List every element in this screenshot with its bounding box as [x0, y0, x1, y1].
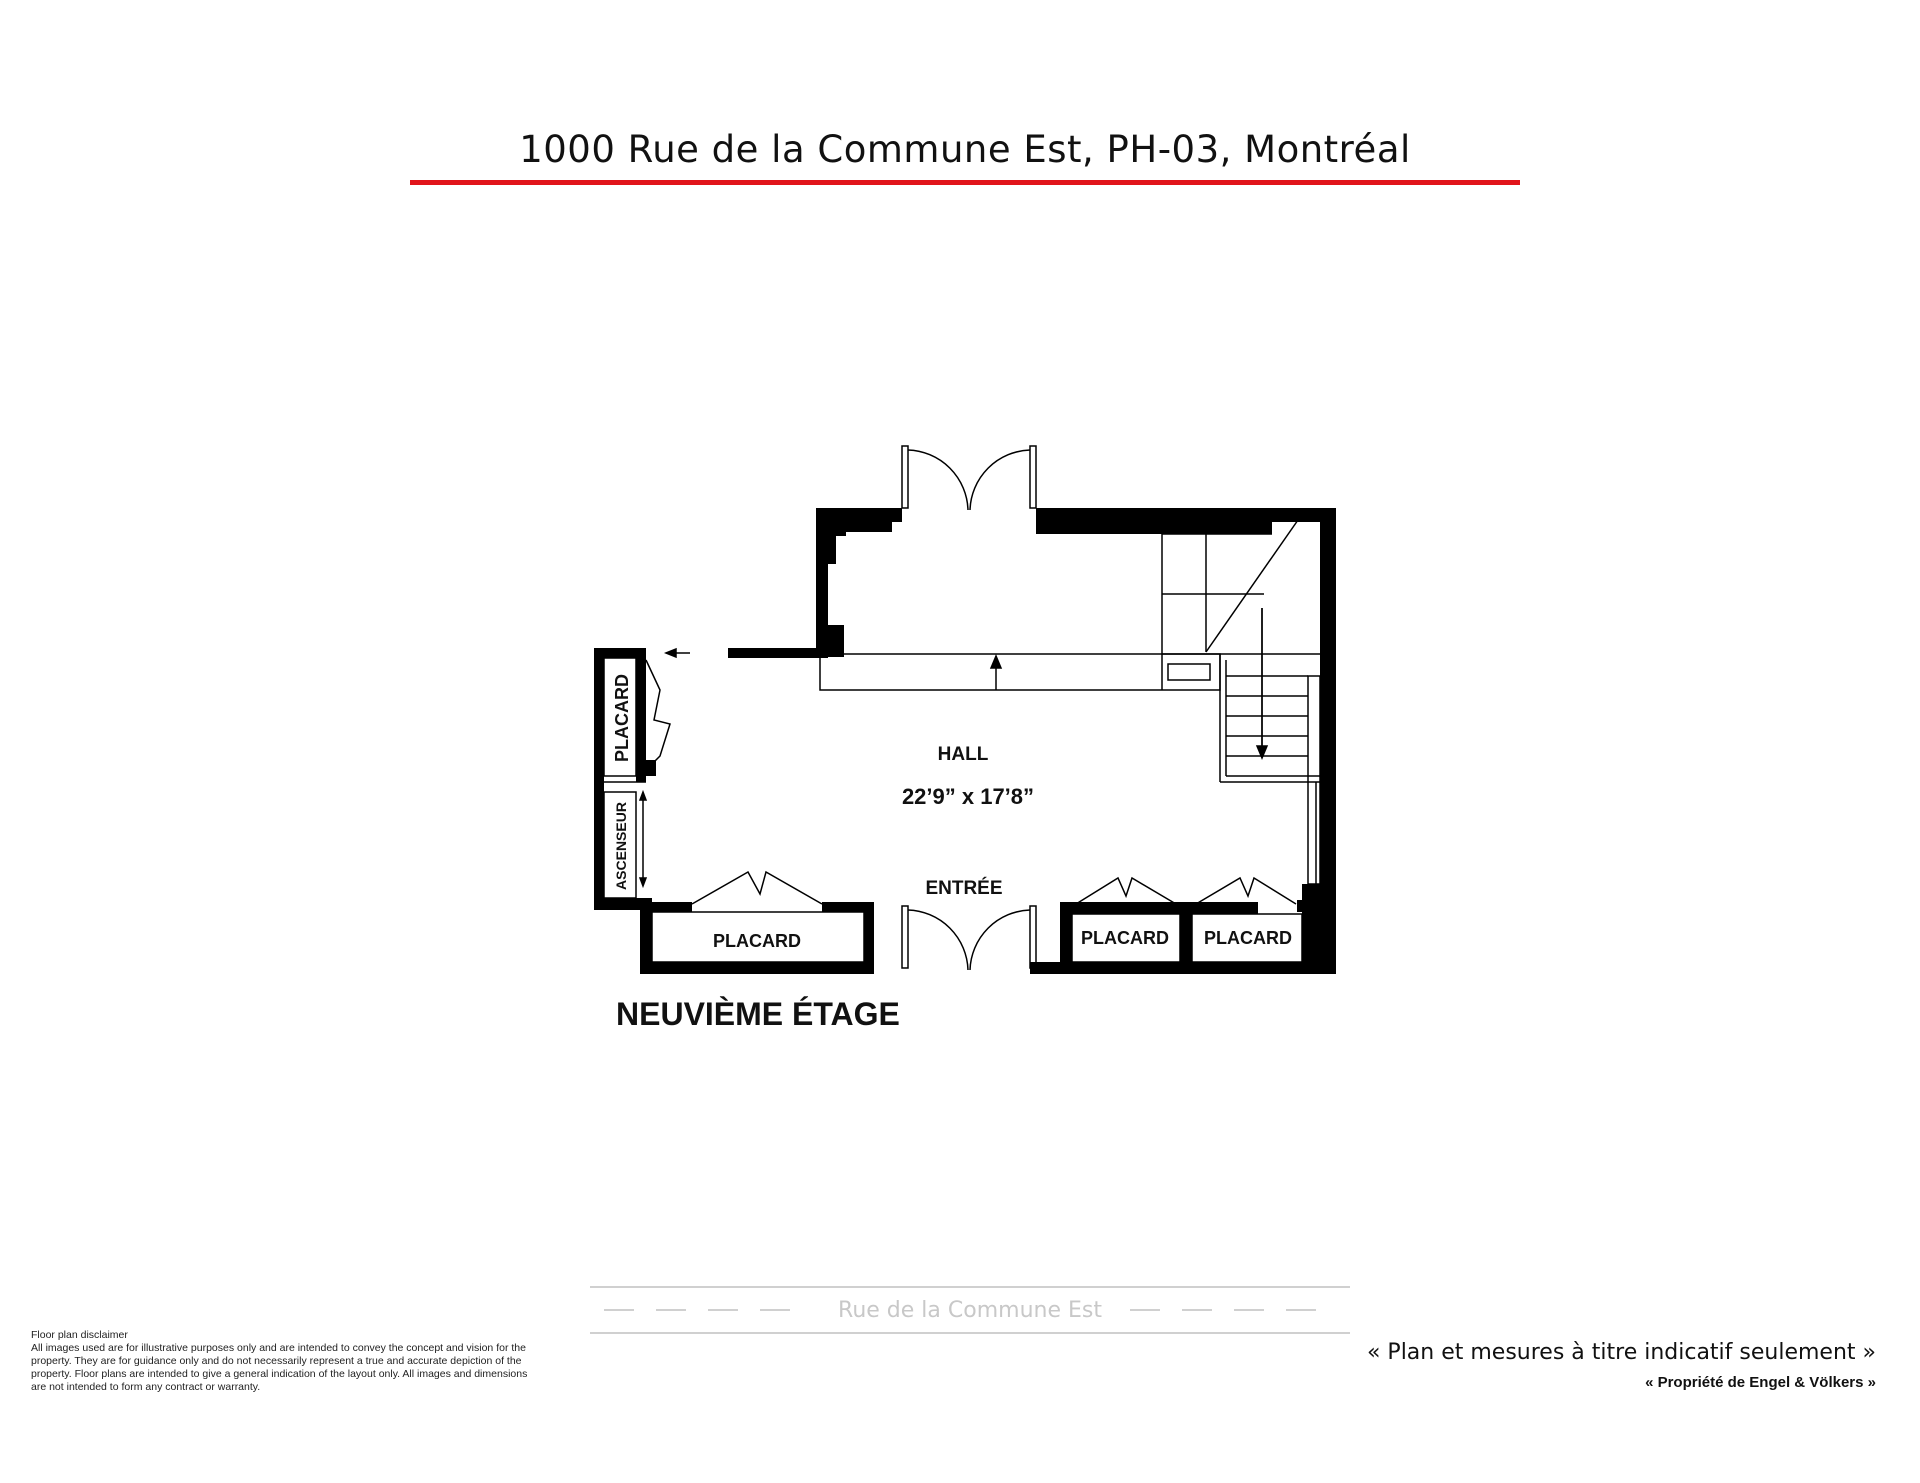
room-label-placard-left: PLACARD — [612, 674, 632, 762]
room-label-entree: ENTRÉE — [925, 878, 1003, 899]
disclaimer-text: All images used are for illustrative purposes only and are intended to convey the concept and vision for the property. They are for guidance only and do not necessarily represent a true and accurate depiction of the property. Floor plans are intended to give a general indication of the layout only. All images and dimensions are not intended to form any contract or warranty. — [31, 1342, 528, 1393]
street-name: Rue de la Commune Est — [838, 1298, 1102, 1323]
walls — [594, 508, 1336, 974]
room-label-ascenseur: ASCENSEUR — [613, 802, 629, 890]
disclaimer-title: Floor plan disclaimer — [31, 1329, 128, 1341]
room-label-placard-bottom-left: PLACARD — [713, 931, 801, 951]
indicative-note: « Plan et mesures à titre indicatif seulement » — [1366, 1340, 1876, 1365]
room-label-placard-bottom-right: PLACARD — [1204, 928, 1292, 948]
room-label-placard-bottom-mid: PLACARD — [1081, 928, 1169, 948]
floor-label: NEUVIÈME ÉTAGE — [616, 996, 900, 1032]
owner-note: « Propriété de Engel & Völkers » — [1645, 1374, 1876, 1391]
page-title: 1000 Rue de la Commune Est, PH-03, Montréal — [519, 128, 1411, 171]
disclaimer — [31, 1329, 541, 1394]
room-size-hall: 22’9” x 17’8” — [901, 784, 1035, 809]
room-label-hall: HALL — [937, 744, 989, 765]
